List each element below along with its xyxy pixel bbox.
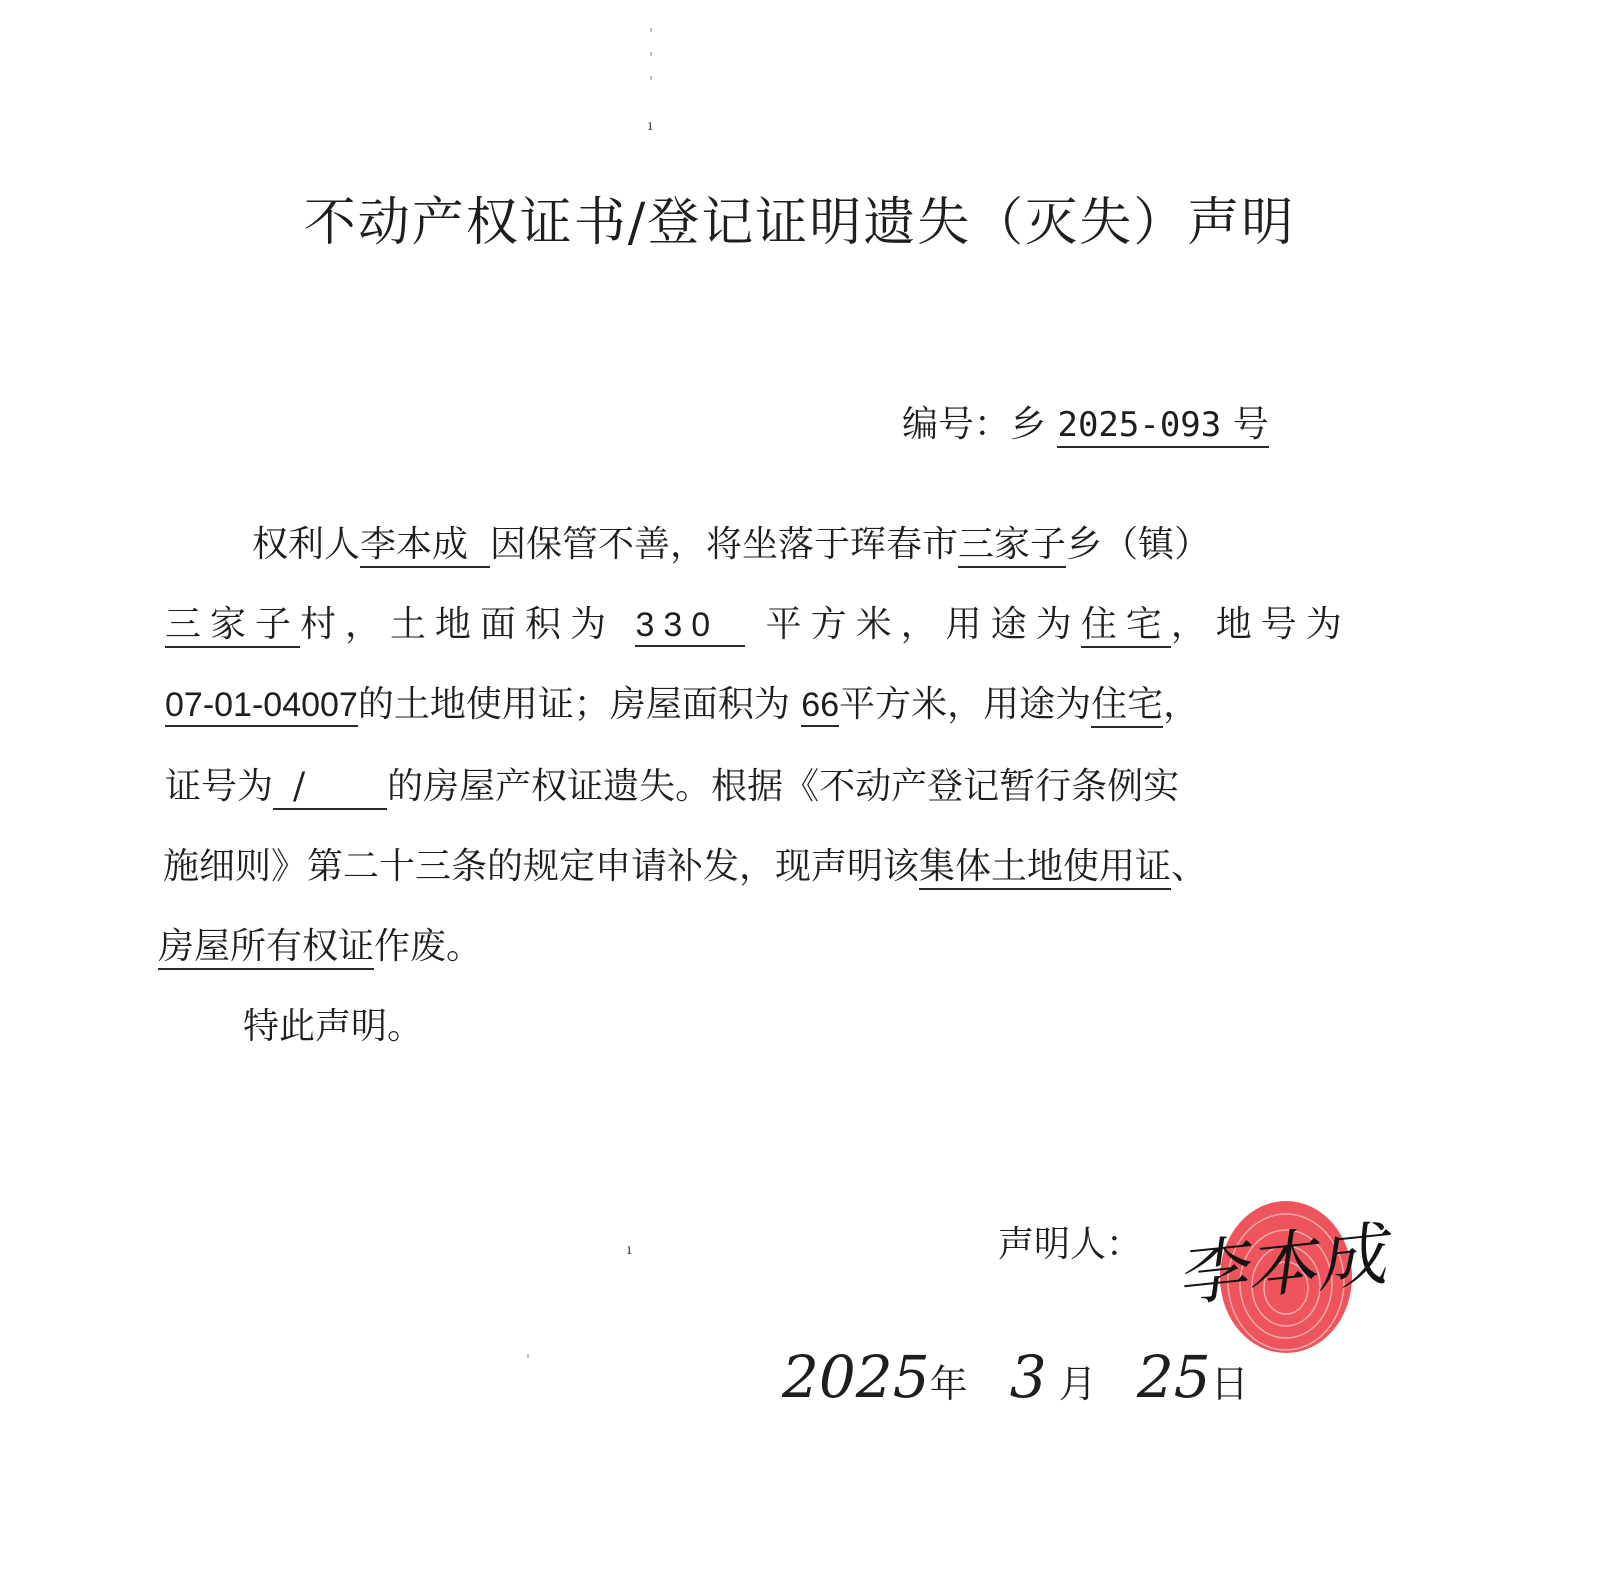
- body-line-5: 施细则》第二十三条的规定申请补发，现声明该集体土地使用证、: [163, 842, 1207, 892]
- land-use: 住宅: [1081, 604, 1171, 648]
- cert-number: /: [273, 766, 387, 810]
- lot-number: 07-01-04007: [165, 686, 358, 727]
- owner-name: 李本成: [360, 524, 490, 568]
- serial-suffix: 号: [1232, 404, 1269, 445]
- void-cert-1: 集体土地使用证: [919, 846, 1171, 890]
- serial-label: 编号：: [902, 404, 1011, 445]
- scan-dot: [650, 28, 652, 32]
- serial-prefix: 乡: [1010, 404, 1047, 445]
- serial-value: 2025-093: [1057, 405, 1222, 445]
- scan-mark: ı: [648, 118, 653, 134]
- scan-mark: ı: [627, 1242, 632, 1258]
- scan-dot: [527, 1354, 529, 1358]
- village: 三家子: [165, 604, 300, 648]
- house-area: 66: [801, 686, 839, 727]
- scan-dot: [650, 76, 652, 80]
- date-year: 2025: [782, 1343, 930, 1411]
- body-line-4: 证号为 / 的房屋产权证遗失。根据《不动产登记暂行条例实: [165, 762, 1179, 812]
- township: 三家子: [958, 524, 1066, 568]
- handwritten-signature: 李本成: [1172, 1213, 1390, 1317]
- scan-dot: [650, 52, 652, 56]
- signature-label: 声明人：: [998, 1224, 1143, 1265]
- body-line-2: 三家子村，土地面积为 330 平方米，用途为住宅，地号为: [165, 600, 1351, 650]
- document-title: 不动产权证书/登记证明遗失（灭失）声明: [303, 193, 1296, 253]
- house-use: 住宅: [1091, 684, 1163, 728]
- body-line-3: 07-01-04007的土地使用证；房屋面积为 66平方米，用途为住宅，: [165, 680, 1199, 730]
- date-day: 25: [1136, 1343, 1211, 1411]
- body-line-1: 权利人李本成 因保管不善，将坐落于珲春市三家子乡（镇）: [252, 520, 1210, 570]
- date-month: 3: [1009, 1343, 1047, 1411]
- void-cert-2: 房屋所有权证: [158, 926, 374, 970]
- land-area: 330: [635, 606, 745, 647]
- body-line-6: 房屋所有权证作废。: [158, 922, 482, 972]
- signing-date: 2025年 3 月 25日: [782, 1343, 1249, 1411]
- serial-number: [902, 400, 1269, 450]
- closing-statement: 特此声明。: [243, 1006, 424, 1047]
